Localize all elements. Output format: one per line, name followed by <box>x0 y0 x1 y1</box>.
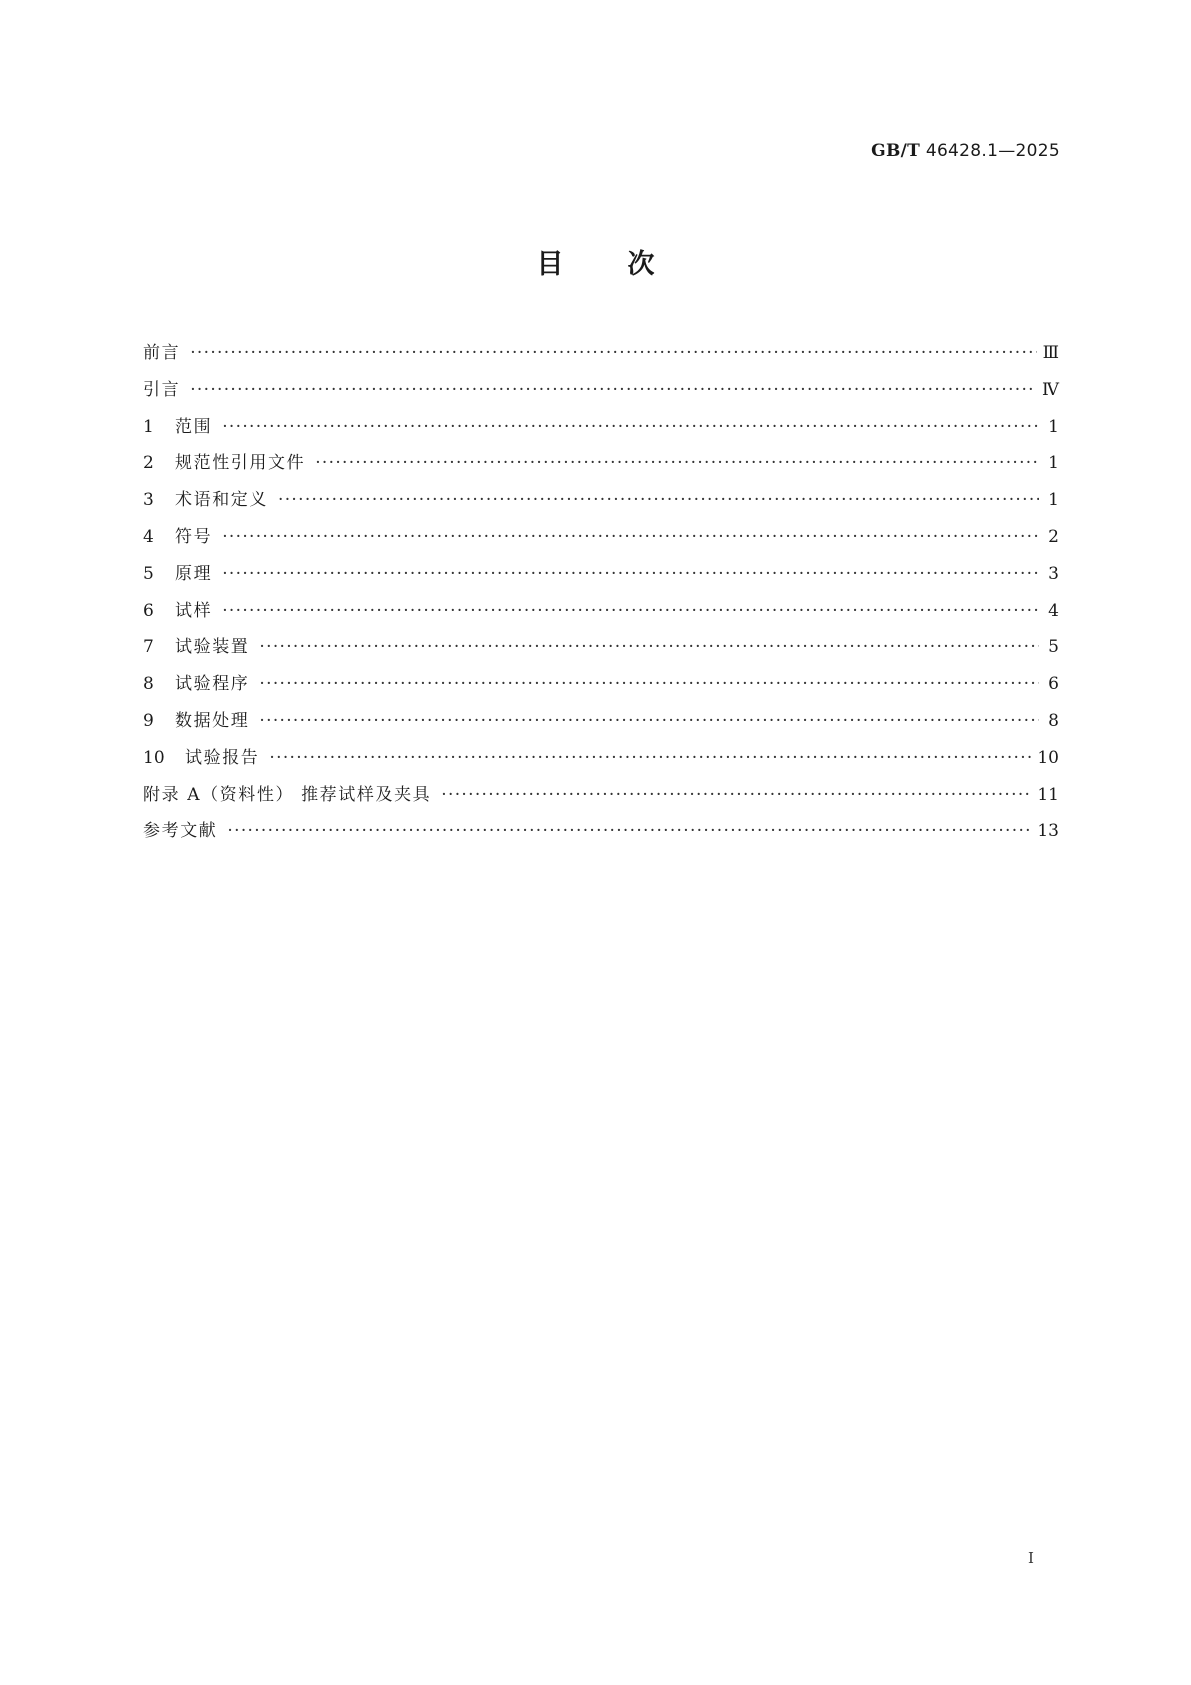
toc-item-label: 引言 <box>143 379 181 400</box>
toc-item-page: 10 <box>1037 747 1059 768</box>
toc-item-page: 13 <box>1037 821 1059 842</box>
toc-leader-dots <box>190 380 1036 400</box>
toc-leader-dots <box>441 785 1031 805</box>
toc-item-label: 术语和定义 <box>175 490 268 511</box>
toc-item-number: 8 <box>143 674 154 695</box>
toc-item-introduction[interactable] <box>143 375 1059 412</box>
toc-item-page: 8 <box>1048 710 1059 731</box>
toc-item-number: 5 <box>143 563 154 584</box>
toc-leader-dots <box>222 601 1039 621</box>
toc-item-bibliography[interactable] <box>143 816 1059 853</box>
toc-item-page: 1 <box>1048 490 1059 511</box>
toc-item-symbols[interactable] <box>143 522 1059 559</box>
standard-number <box>871 141 1060 161</box>
toc-leader-dots <box>278 490 1039 510</box>
toc-leader-dots <box>315 453 1039 473</box>
toc-leader-dots <box>227 821 1031 841</box>
toc-item-label: 符号 <box>175 526 213 547</box>
toc-item-page: 3 <box>1048 563 1059 584</box>
toc-item-label: 参考文献 <box>143 821 218 842</box>
toc-item-apparatus[interactable] <box>143 632 1059 669</box>
toc-item-test-report[interactable] <box>143 743 1059 780</box>
toc-item-number: 1 <box>143 416 154 437</box>
toc-leader-dots <box>190 343 1036 363</box>
toc-item-page: 2 <box>1048 526 1059 547</box>
toc-item-number: 9 <box>143 710 154 731</box>
page-title: 目次 <box>536 249 719 280</box>
toc-leader-dots <box>269 748 1031 768</box>
standard-prefix: GB/T <box>871 141 921 161</box>
toc-item-label: 试验装置 <box>175 637 250 658</box>
toc-item-principle[interactable] <box>143 559 1059 596</box>
toc-leader-dots <box>222 417 1039 437</box>
toc-item-scope[interactable] <box>143 412 1059 449</box>
toc-item-label: 范围 <box>175 416 213 437</box>
toc-item-number: 4 <box>143 526 154 547</box>
toc-item-number: 10 <box>143 747 165 768</box>
toc-item-number: 6 <box>143 600 154 621</box>
toc-item-procedure[interactable] <box>143 669 1059 706</box>
toc-leader-dots <box>222 564 1039 584</box>
toc-item-number: 3 <box>143 490 154 511</box>
toc-item-label: 原理 <box>175 563 213 584</box>
toc-item-terms-definitions[interactable] <box>143 485 1059 522</box>
standard-code: 46428.1—2025 <box>925 141 1060 161</box>
toc-item-page: 1 <box>1048 416 1059 437</box>
toc-leader-dots <box>259 674 1039 694</box>
toc-item-annex-a[interactable] <box>143 780 1059 817</box>
table-of-contents <box>143 338 1059 853</box>
toc-item-label: 试验程序 <box>175 674 250 695</box>
toc-item-label: 试样 <box>175 600 213 621</box>
toc-item-number: 7 <box>143 637 154 658</box>
toc-item-page: Ⅲ <box>1042 343 1059 363</box>
toc-leader-dots <box>259 711 1039 731</box>
toc-item-label: 试验报告 <box>185 747 260 768</box>
toc-item-foreword[interactable] <box>143 338 1059 375</box>
page-number: Ⅰ <box>1028 1549 1034 1567</box>
toc-item-page: 6 <box>1048 674 1059 695</box>
toc-item-number: 2 <box>143 453 154 474</box>
toc-item-label: 前言 <box>143 343 181 363</box>
toc-item-specimen[interactable] <box>143 596 1059 633</box>
toc-item-page: 5 <box>1048 637 1059 658</box>
toc-leader-dots <box>222 527 1039 547</box>
toc-item-label: 附录 A（资料性） 推荐试样及夹具 <box>143 784 432 805</box>
toc-item-data-processing[interactable] <box>143 706 1059 743</box>
toc-item-label: 数据处理 <box>175 710 250 731</box>
toc-item-page: 11 <box>1037 784 1059 805</box>
toc-leader-dots <box>259 637 1039 657</box>
toc-item-label: 规范性引用文件 <box>175 453 306 474</box>
toc-item-page: 1 <box>1048 453 1059 474</box>
toc-item-page: 4 <box>1048 600 1059 621</box>
toc-item-normative-references[interactable] <box>143 448 1059 485</box>
toc-item-page: Ⅳ <box>1042 379 1059 400</box>
